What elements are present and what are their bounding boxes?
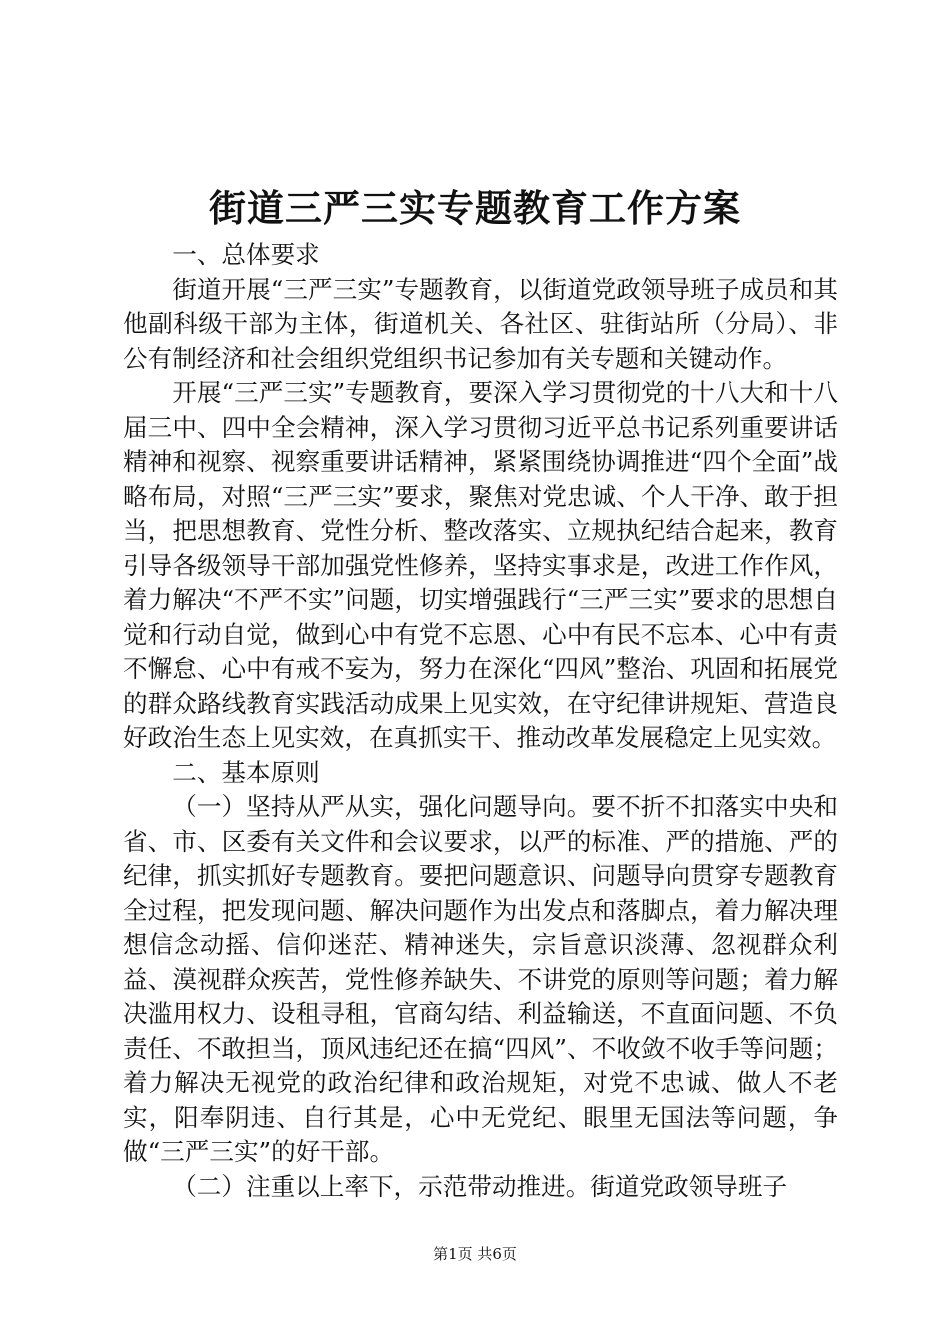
- document-body: [123, 238, 838, 1204]
- document-title: 街道三严三实专题教育工作方案: [209, 186, 741, 230]
- section-heading-general-requirements: 一、总体要求: [172, 240, 320, 269]
- page-number-footer: 第1页 共6页: [433, 1245, 517, 1263]
- section-heading-basic-principles: 二、基本原则: [172, 757, 320, 787]
- paragraph-principle-2: （二）注重以上率下，示范带动推进。街道党政领导班子: [172, 1171, 788, 1201]
- paragraph-objectives: 开展“三严三实”专题教育，要深入学习贯彻党的十八大和十八届三中、四中全会精神，深入学习贯彻习近平总书记系列重要讲话精神和视察、视察重要讲话精神，紧紧围绕协调推进“四个全面”战略布局，对照“三严三实”要求，聚焦对党忠诚、个人干净、敢于担当，把思想教育、党性分析、整改落实、立规执纪结合起来，教育引导各级领导干部加强党性修养，坚持实事求是，改进工作作风，着力解决“不严不实”问题，切实增强践行“三严三实”要求的思想自觉和行动自觉，做到心中有党不忘恩、心中有民不忘本、心中有责不懈怠、心中有戒不妄为，努力在深化“四风”整治、巩固和拓展党的群众路线教育实践活动成果上见实效，在守纪律讲规矩、营造良好政治生态上见实效，在真抓实干、推动改革发展稳定上见实效。: [123, 378, 838, 752]
- paragraph-participants: 街道开展“三严三实”专题教育，以街道党政领导班子成员和其他副科级干部为主体，街道机关、各社区、驻街站所（分局）、非公有制经济和社会组织党组织书记参加有关专题和关键动作。: [123, 274, 838, 373]
- paragraph-principle-1: （一）坚持从严从实，强化问题导向。要不折不扣落实中央和省、市、区委有关文件和会议要求，以严的标准、严的措施、严的纪律，抓实抓好专题教育。要把问题意识、问题导向贯穿专题教育全过程，把发现问题、解决问题作为出发点和落脚点，着力解决理想信念动摇、信仰迷茫、精神迷失，宗旨意识淡薄、忽视群众利益、漠视群众疾苦，党性修养缺失、不讲党的原则等问题；着力解决滥用权力、设租寻租，官商勾结、利益输送，不直面问题、不负责任、不敢担当，顶风违纪还在搞“四风”、不收敛不收手等问题；着力解决无视党的政治纪律和政治规矩，对党不忠诚、做人不老实，阳奉阴违、自行其是，心中无党纪、眼里无国法等问题，争做“三严三实”的好干部。: [123, 792, 838, 1166]
